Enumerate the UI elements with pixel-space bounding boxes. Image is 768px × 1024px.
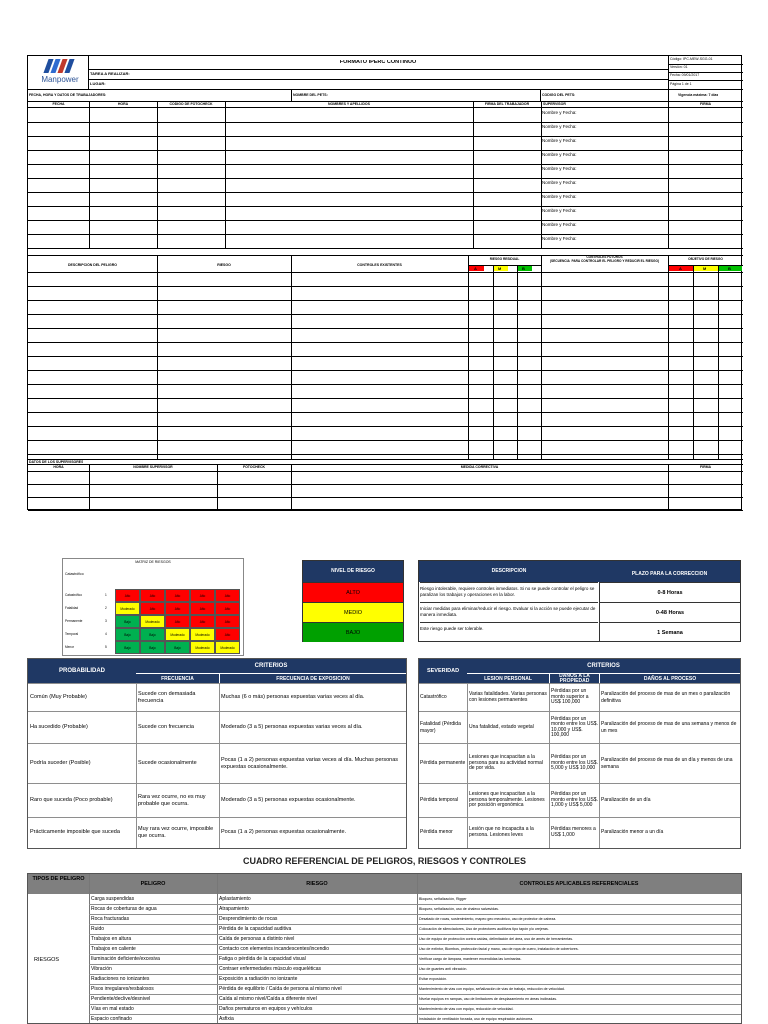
cuadro-riesgo: Atrapamiento: [219, 906, 249, 912]
sev-col-line: [549, 683, 550, 848]
prob-exposicion: Pocas (1 a 2) personas expuestas ocasionalmente.: [221, 829, 347, 836]
sup-line: [28, 471, 743, 472]
danger-row-line: [28, 286, 743, 287]
supervisor-entry: Nombre y Fecha:: [542, 180, 577, 185]
cuadro-riesgo: Pérdida de la capacidad auditiva: [219, 926, 292, 932]
danger-col-line: [291, 255, 292, 459]
nivel-bajo: BAJO: [303, 622, 403, 642]
cuadro-riesgo: Daños prematuros en equipos y vehículos: [219, 1006, 313, 1012]
sup-col-line: [217, 464, 218, 511]
cuadro-peligro: Trabajos en altura: [91, 936, 132, 942]
cuadro-col-controles: CONTROLES APLICABLES REFERENCIALES: [417, 874, 741, 894]
matrix-row-label: Permanente: [65, 619, 83, 623]
danger-row-line: [28, 314, 743, 315]
cuadro-peligro: Roca fracturadas: [91, 916, 130, 922]
cuadro-peligro: Ruido: [91, 926, 105, 932]
pets-name-label: NOMBRE DEL PETS:: [293, 93, 328, 97]
cuadro-peligro: Radiaciones no ionizantes: [91, 976, 150, 982]
matrix-cell: Bajo: [115, 615, 140, 628]
cuadro-control: Uso de equipo de protección contra caídas, delimitación del área, uso de arnés de herramientas.: [419, 937, 574, 941]
cuadro-control: Instalación de ventilación forzada, uso de equipo respiración autónoma.: [419, 1017, 534, 1021]
danger-row-line: [28, 328, 743, 329]
worker-col-line: [157, 102, 158, 248]
sev-proceso: Paralización del proceso de mas de una semana y menos de un mes: [601, 721, 737, 734]
matrix-row-label: Menor: [65, 645, 75, 649]
prob-exposicion: Muchas (6 o más) personas expuestas varias veces al día.: [221, 694, 365, 701]
cuadro-peligro: Carga suspendidas: [91, 896, 135, 902]
col-descripcion-peligro: DESCRIPCIÓN DEL PELIGRO: [68, 263, 117, 267]
prob-exposicion: Moderado (3 a 5) personas expuestas ocasionalmente.: [221, 797, 356, 804]
matrix-cell: Alto: [165, 615, 190, 628]
sev-proceso: Paralización del proceso de mas de un día y menos de una semana: [601, 757, 733, 770]
matrix-cell: Alto: [165, 602, 190, 615]
sev-lesion: Lesión que no incapacita a la persona. Lesiones leves: [469, 826, 534, 838]
brand-name: Manpower: [41, 75, 79, 84]
nivel-alto: ALTO: [303, 582, 403, 602]
matrix-cell: Bajo: [140, 628, 165, 641]
cuadro-riesgo: Contacto con elementos incandescentes/incendio: [219, 946, 330, 952]
sup-col-line: [291, 464, 292, 511]
danger-row-line: [28, 300, 743, 301]
nivel-medio: MEDIO: [303, 602, 403, 622]
severidad-panel: [418, 658, 741, 849]
matrix-cell: Alto: [215, 628, 240, 641]
col-controles-futuros: CONTROLES FUTUROS (SECUENCIA PARA CONTROLAR EL PELIGRO Y REDUCIR EL RIESGO): [549, 255, 660, 263]
danger-row-line: [28, 440, 743, 441]
form-page: Página 1 de 1: [670, 82, 692, 86]
cuadro-control: Bloqueo, señalización, uso de chaleco salvavidas.: [419, 907, 499, 911]
manpower-logo: [32, 59, 88, 85]
descripcion-panel: [418, 560, 741, 642]
worker-row-line: [28, 248, 743, 249]
place-label: LUGAR:: [90, 81, 106, 86]
sev-lesion: Lesiones que incapacitan a la persona para su actividad normal de por vida.: [469, 754, 543, 772]
sev-propiedad: Pérdidas por un monto entre los US$. 10,000 y US$. 100,000: [551, 715, 598, 738]
worker-col-line: [473, 102, 474, 248]
cuadro-col-peligro: PELIGRO: [89, 874, 217, 894]
supervisor-entry: Nombre y Fecha:: [542, 236, 577, 241]
matrix-cell: Bajo: [165, 641, 190, 654]
danger-row-line: [28, 370, 743, 371]
cuadro-control: Bloqueo, señalización, Rigger: [419, 897, 467, 901]
worker-col-line: [541, 102, 542, 248]
workers-label: FECHA, HORA Y DATOS DE TRABAJADORES:: [29, 93, 107, 97]
col-fotocheck: CODIGO DE FOTOCHECK: [169, 102, 213, 106]
cuadro-control: Nivelar equipos en rampas, uso de limitadores de desplazamiento en áreas inclinadas.: [419, 997, 558, 1001]
plazo-text: 1 Semana: [599, 622, 740, 642]
danger-row-line: [28, 356, 743, 357]
sev-name: Catastrófico: [420, 694, 447, 701]
col-controles-existentes: CONTROLES EXISTENTES: [357, 263, 402, 267]
sev-name: Pérdida permanente: [420, 760, 466, 767]
sup-col-fotocheck: FOTOCHECK: [242, 465, 266, 469]
cuadro-control: Mantenimiento de vías con equipo, señalización de vías de trabajo, reducción de velocidad.: [419, 987, 565, 991]
sev-lesion: Varias fatalidades. Varias personas con lesiones permanentes: [469, 691, 547, 703]
sev-name: Pérdida menor: [420, 829, 453, 836]
supervisor-entry: Nombre y Fecha:: [542, 124, 577, 129]
matrix-cell: Alto: [215, 602, 240, 615]
worker-col-line: [668, 102, 669, 248]
sev-col-line: [467, 683, 468, 848]
cuadro-peligro: Pendiente/declive/desnivel: [91, 996, 151, 1002]
danger-subcol-line: [693, 265, 694, 459]
matrix-cell: Moderado: [190, 628, 215, 641]
matrix-cell: Moderado: [165, 628, 190, 641]
danger-col-line: [157, 255, 158, 459]
plazo-text: 0-48 Horas: [599, 602, 740, 622]
sev-criterios-header: CRITERIOS: [467, 659, 740, 673]
sup-row-line: [28, 497, 743, 498]
objetivo-b: B: [728, 266, 731, 271]
matrix-row-label: Catastrófico: [65, 593, 83, 597]
cuadro-control: Desatado de rocas, sostenimiento, mapeo geo mecánico, uso de protector de cabeza.: [419, 917, 557, 921]
prob-sub-exposicion: FRECUENCIA DE EXPOSICION: [219, 673, 406, 683]
prob-exposicion: Moderado (3 a 5) personas expuestas varias veces al día.: [221, 724, 363, 731]
cuadro-peligro: Iluminación deficiente/excesiva: [91, 956, 160, 962]
sev-sub-lesion: LESION PERSONAL: [467, 673, 549, 683]
matrix-row-label: Fatalidad: [65, 606, 79, 610]
supervisor-entry: Nombre y Fecha:: [542, 208, 577, 213]
matrix-cell: Alto: [165, 589, 190, 602]
supervisor-entry: Nombre y Fecha:: [542, 110, 577, 115]
supervisor-entry: Nombre y Fecha:: [542, 166, 577, 171]
sev-sub-propiedad: DAÑOS A LA PROPIEDAD: [549, 673, 599, 683]
worker-row-line: [28, 192, 743, 193]
matrix-cell: Moderado: [190, 641, 215, 654]
cuadro-peligro: Espacio confinado: [91, 1016, 132, 1022]
plazo-text: 0-8 Horas: [599, 582, 740, 602]
cuadro-control: Verificar cargo de lámpara, mantener encendidas las luminarias.: [419, 957, 522, 961]
descripcion-text: Riesgo intolerable, requiere controles inmediatos. Si no se puede controlar el peligro se paralizan los trabajos y operaciones en la labor.: [420, 582, 598, 602]
sev-proceso: Paralización del proceso de mas de un mes o paralización definitiva: [601, 691, 731, 704]
cuadro-tipo: RIESGOS: [34, 957, 60, 963]
validity-label: Vigencia máxima: 7 días: [678, 93, 719, 97]
sev-proceso: Paralización de un día: [601, 797, 651, 804]
prob-exposicion: Pocas (1 a 2) personas expuestas varias veces al día. Muchas personas expuestas ocasionalmente.: [221, 757, 399, 770]
danger-subcol-line: [517, 265, 518, 459]
col-nombres: NOMBRES Y APELLIDOS: [328, 102, 370, 106]
sev-col-line: [599, 683, 600, 848]
cuadro-peligro: Trabajos en caliente: [91, 946, 136, 952]
prob-col-line: [219, 683, 220, 848]
matrix-cell: Moderado: [215, 641, 240, 654]
sup-line: [28, 464, 743, 465]
prob-criterios-header: CRITERIOS: [136, 659, 406, 673]
cuadro-riesgo: Contraer enfermedades músculo esqueléticas: [219, 966, 321, 972]
matrix-row-label: Temporal: [65, 632, 79, 636]
cuadro-col-riesgo: RIESGO: [217, 874, 417, 894]
matrix-cell: Alto: [190, 615, 215, 628]
objetivo-m: M: [703, 266, 707, 271]
danger-row-line: [28, 454, 743, 455]
danger-row-line: [28, 384, 743, 385]
iperc-form: [27, 55, 742, 510]
prob-sub-frecuencia: FRECUENCIA: [136, 673, 219, 683]
sev-propiedad: Pérdidas por un monto entre los US$. 5,000 y US$ 10,000: [551, 754, 598, 772]
cuadro-control: Colocación de silenciadores, Uso de protectores auditivos tipo tapón y/o orejeras.: [419, 927, 549, 931]
risk-matrix: [62, 558, 244, 656]
cuadro-riesgo: Exposición a radiación no ionizante: [219, 976, 298, 982]
descripcion-text: Este riesgo puede ser tolerable.: [420, 622, 598, 642]
cuadro-riesgo: Caída de personas a distinto nivel: [219, 936, 295, 942]
prob-frecuencia: Rara vez ocurre, no es muy probable que ocurra.: [138, 794, 206, 807]
logo-bars-icon: [44, 59, 74, 73]
probabilidad-header: PROBABILIDAD: [28, 659, 136, 683]
matrix-cell: Alto: [140, 602, 165, 615]
sev-sub-proceso: DAÑOS AL PROCESO: [599, 673, 740, 683]
cuadro-table: [27, 873, 742, 1024]
sup-row-line: [28, 484, 743, 485]
danger-row-line: [28, 398, 743, 399]
prob-name: Ha sucedido (Probable): [30, 724, 88, 731]
prob-frecuencia: Sucede con demasiada frecuencia: [138, 691, 196, 704]
supervisor-entry: Nombre y Fecha:: [542, 152, 577, 157]
severidad-header: SEVERIDAD: [419, 659, 467, 683]
worker-row-line: [28, 164, 743, 165]
col-riesgo-residual: RIESGO RESIDUAL: [489, 257, 520, 261]
col-riesgo: RIESGO: [217, 263, 231, 267]
cuadro-title: CUADRO REFERENCIAL DE PELIGROS, RIESGOS Y CONTROLES: [242, 856, 527, 866]
cuadro-riesgo: Fatiga o pérdida de la capacidad visual: [219, 956, 306, 962]
sev-lesion: Una fatalidad, estado vegetal: [469, 723, 534, 730]
supervisor-entry: Nombre y Fecha:: [542, 138, 577, 143]
col-firma: FIRMA: [699, 102, 712, 106]
prob-name: Raro que suceda (Poco probable): [30, 797, 113, 804]
supervisor-entry: Nombre y Fecha:: [542, 222, 577, 227]
descripcion-text: Iniciar medidas para eliminar/reducir el riesgo. Evaluar si la acción se puede ejecutar de manera inmediata.: [420, 602, 598, 622]
matrix-cell: Alto: [190, 589, 215, 602]
prob-name: Común (Muy Probable): [30, 694, 87, 701]
matrix-cell: Bajo: [115, 641, 140, 654]
cuadro-peligro: Vías en mal estado: [91, 1006, 134, 1012]
col-supervisor: SUPERVISOR: [543, 102, 566, 106]
sup-col-nombre: NOMBRE SUPERVISOR: [133, 465, 173, 469]
cuadro-control: Uso de extintor, Biombos, protección facial y mano, uso de ropa de cuero, instalación de cobertores.: [419, 947, 579, 951]
prob-name: Prácticamente imposible que suceda: [30, 829, 120, 836]
residual-a: A: [474, 266, 477, 271]
danger-header-line: [28, 272, 743, 273]
prob-col-line: [136, 683, 137, 848]
cuadro-riesgo: Pérdida de equilibrio / Caída de persona al mismo nivel: [219, 986, 342, 992]
worker-col-line: [89, 102, 90, 248]
sev-name: Pérdida temporal: [420, 797, 459, 804]
prob-frecuencia: Sucede con frecuencia: [138, 724, 194, 731]
cuadro-peligro: Pisos irregulares/resbalosos: [91, 986, 154, 992]
col-objetivo-riesgo: OBJETIVO DE RIESGO: [688, 257, 723, 261]
danger-row-line: [28, 426, 743, 427]
cuadro-riesgo: Asfixia: [219, 1016, 234, 1022]
cuadro-riesgo: Aplastamiento: [219, 896, 251, 902]
sev-name: Fatalidad (Pérdida mayor): [420, 721, 461, 734]
worker-row-line: [28, 136, 743, 137]
descripcion-header: DESCRIPCION: [419, 561, 599, 582]
prob-name: Podría suceder (Posible): [30, 760, 91, 767]
cuadro-peligro: Vibración: [91, 966, 112, 972]
col-hora: HORA: [117, 102, 129, 106]
worker-col-line: [225, 102, 226, 248]
form-title: FORMATO IPERC CONTINUO: [339, 60, 417, 65]
danger-col-line: [468, 255, 469, 459]
matrix-cell: Alto: [115, 589, 140, 602]
nivel-header: NIVEL DE RIESGO: [303, 561, 403, 582]
worker-row-line: [28, 220, 743, 221]
worker-row-line: [28, 122, 743, 123]
matrix-cell: Bajo: [140, 641, 165, 654]
sev-propiedad: Pérdidas menores a US$ 1,000: [551, 826, 596, 838]
residual-b: B: [522, 266, 525, 271]
form-date: Fecha: 09/01/2017: [670, 73, 700, 77]
matrix-title: MATRIZ DE RIESGOS: [135, 560, 171, 564]
cuadro-control: Uso de guantes anti vibración.: [419, 967, 468, 971]
matrix-cell: Moderado: [140, 615, 165, 628]
worker-row-line: [28, 150, 743, 151]
task-label: TAREA A REALIZAR:: [90, 71, 130, 76]
matrix-row-num: 3: [105, 619, 107, 623]
prob-frecuencia: Muy rara vez ocurre, imposible que ocurra.: [138, 826, 214, 839]
form-version: Versión: 01: [670, 65, 688, 69]
cuadro-control: Evitar exposición.: [419, 977, 448, 981]
sup-col-hora: HORA: [53, 465, 64, 469]
matrix-header-label: Catastrófico: [65, 572, 84, 576]
cuadro-riesgo: Caída al mismo nivel/Caída a diferente nivel: [219, 996, 317, 1002]
matrix-row-num: 2: [105, 606, 107, 610]
sup-col-line: [668, 464, 669, 511]
worker-row-line: [28, 234, 743, 235]
col-fecha: FECHA: [52, 102, 65, 106]
cuadro-peligro: Rocas de coberturas de agua: [91, 906, 157, 912]
danger-subcol-line: [493, 265, 494, 459]
sev-lesion: Lesiones que incapacitan a la persona temporalmente. Lesiones por posición ergonómica: [469, 791, 545, 809]
sup-row-line: [28, 510, 743, 511]
sev-propiedad: Pérdidas por un monto entre los US$. 1,000 y US$ 5,000: [551, 791, 598, 809]
danger-row-line: [28, 342, 743, 343]
cuadro-riesgo: Desprendimiento de rocas: [219, 916, 278, 922]
danger-col-line: [668, 255, 669, 459]
nivel-riesgo-panel: [302, 560, 404, 642]
danger-subcol-line: [718, 265, 719, 459]
sup-section-label: DATOS DE LOS SUPERVISORES: [29, 460, 84, 464]
sev-propiedad: Pérdidas por un monto superior a US$ 100,000: [551, 688, 589, 706]
col-firma-trabajador: FIRMA DEL TRABAJADOR: [484, 102, 530, 106]
matrix-cell: Alto: [140, 589, 165, 602]
matrix-row-num: 4: [105, 632, 107, 636]
worker-row-line: [28, 206, 743, 207]
sup-col-medida: MEDIDA CORRECTIVA: [460, 465, 499, 469]
worker-row-line: [28, 178, 743, 179]
danger-row-line: [28, 412, 743, 413]
residual-m: M: [498, 266, 502, 271]
sup-col-line: [89, 464, 90, 511]
matrix-cell: Bajo: [115, 628, 140, 641]
cuadro-col-tipos: TIPOS DE PELIGRO: [28, 874, 89, 894]
matrix-cell: Alto: [215, 589, 240, 602]
sev-proceso: Paralización menor a un día: [601, 829, 664, 836]
matrix-cell: Alto: [190, 602, 215, 615]
matrix-cell: Moderado: [115, 602, 140, 615]
pets-code-label: CODIGO DEL PETS:: [542, 93, 576, 97]
prob-frecuencia: Sucede ocasionalmente: [138, 760, 197, 767]
probabilidad-panel: [27, 658, 407, 849]
plazo-header: PLAZO PARA LA CORRECCION: [599, 561, 740, 582]
objetivo-a: A: [679, 266, 682, 271]
form-code: Código: IPC-MEW-SGG-01: [670, 57, 713, 61]
matrix-cell: Alto: [215, 615, 240, 628]
supervisor-entry: Nombre y Fecha:: [542, 194, 577, 199]
matrix-row-num: 1: [105, 593, 107, 597]
danger-col-line: [541, 255, 542, 459]
cuadro-control: Mantenimiento de vías con equipo, reducción de velocidad.: [419, 1007, 514, 1011]
matrix-row-num: 5: [105, 645, 107, 649]
sup-col-firma: FIRMA: [699, 465, 712, 469]
